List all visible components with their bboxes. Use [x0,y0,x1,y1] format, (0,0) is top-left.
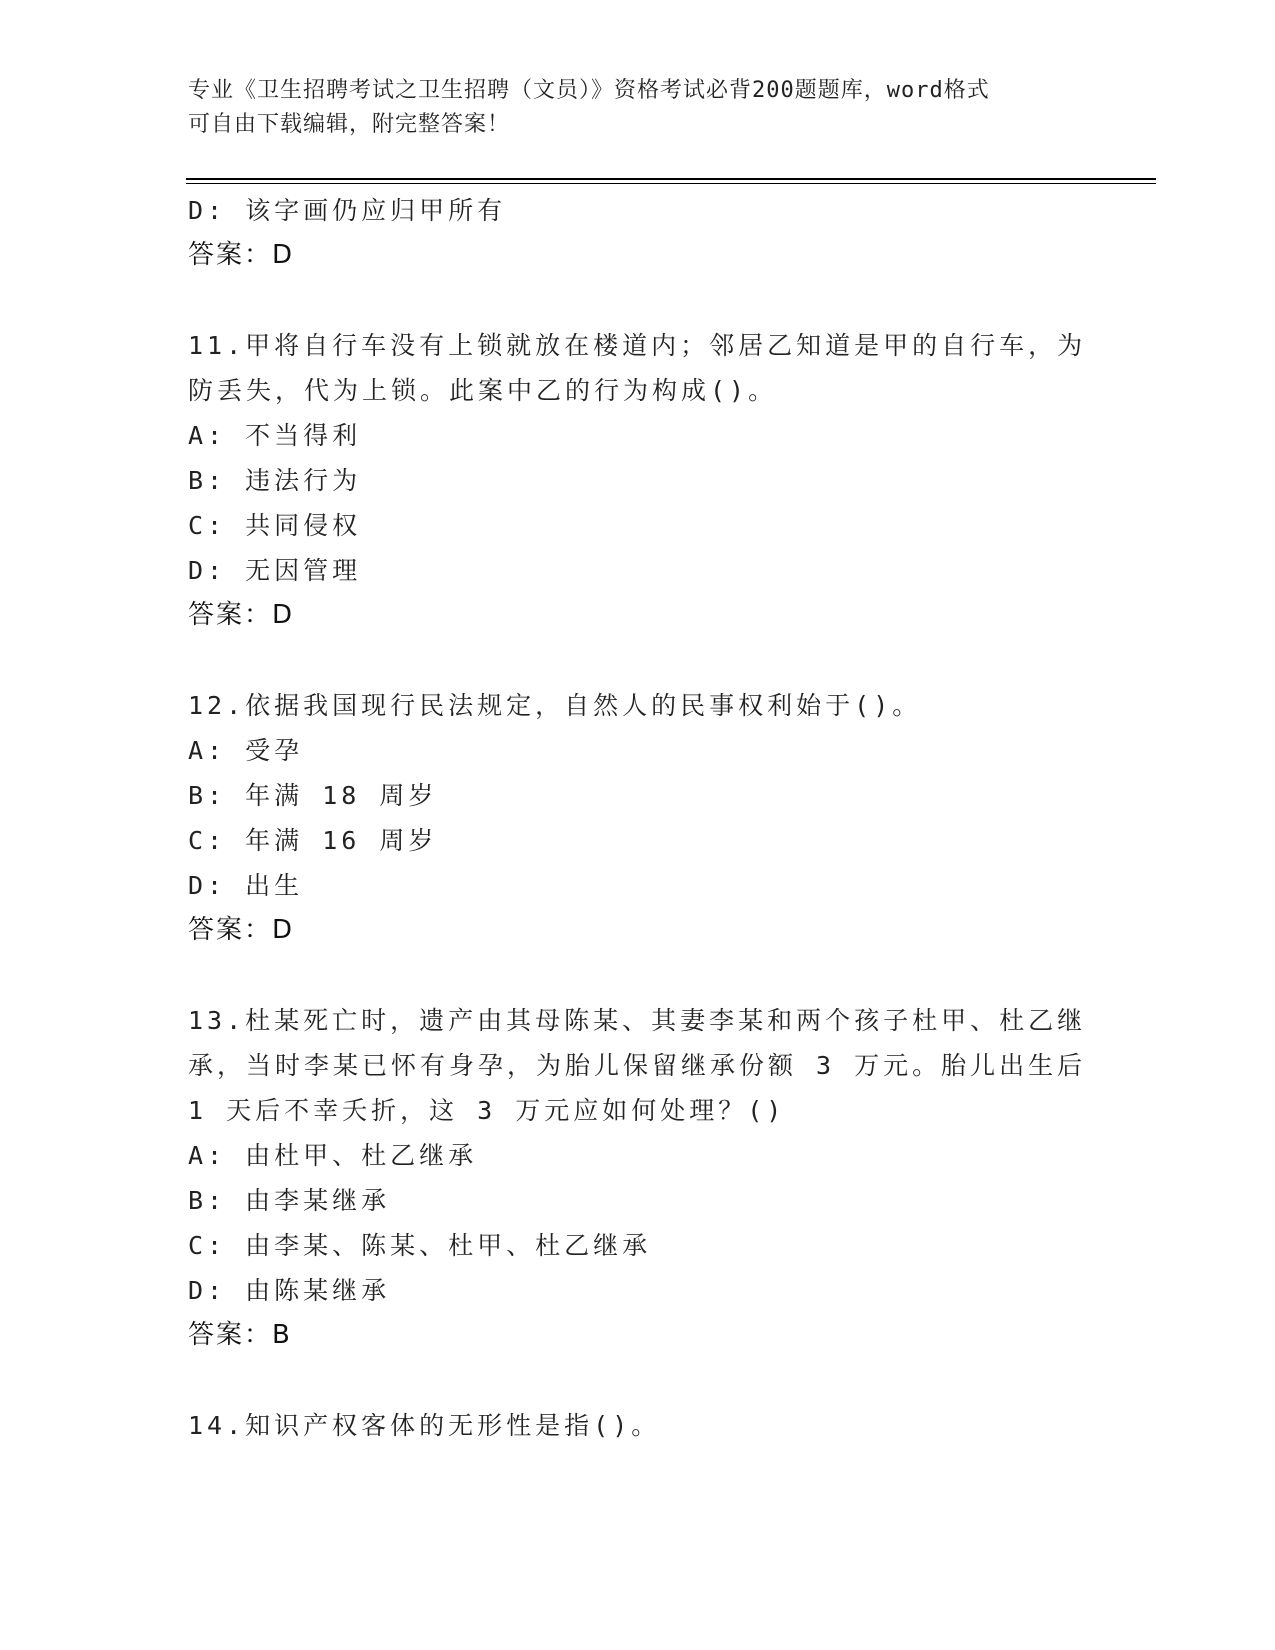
header-line-1: 专业《卫生招聘考试之卫生招聘（文员）》资格考试必背200题题库，word格式 [188,78,990,103]
option-d: D: 由陈某继承 [188,1276,391,1305]
answer-line: 答案：B [188,1320,292,1350]
option-d: D: 出生 [188,871,304,900]
question-11 [188,323,1088,638]
header-divider-thick [186,178,1156,180]
option-d: D: 无因管理 [188,556,362,585]
answer-line: 答案：D [188,915,295,945]
option-b: B: 违法行为 [188,466,362,495]
question-14 [188,1403,1088,1448]
header-divider-thin [186,183,1156,184]
option-a: A: 不当得利 [188,421,362,450]
option-c: C: 年满 16 周岁 [188,826,438,855]
question-stem-line: 1 天后不幸夭折，这 3 万元应如何处理？() [188,1096,786,1125]
question-stem-line: 12.依据我国现行民法规定，自然人的民事权利始于()。 [188,691,922,720]
option-b: B: 年满 18 周岁 [188,781,438,810]
question-stem-line: 承，当时李某已怀有身孕，为胎儿保留继承份额 3 万元。胎儿出生后 [188,1051,1087,1080]
option-d: D: 该字画仍应归甲所有 [188,196,507,225]
answer-line: 答案：D [188,600,295,630]
option-a: A: 由杜甲、杜乙继承 [188,1141,478,1170]
question-12 [188,683,1088,953]
document-header [188,74,1088,142]
question-stem-line: 14.知识产权客体的无形性是指()。 [188,1411,661,1440]
option-c: C: 由李某、陈某、杜甲、杜乙继承 [188,1231,652,1260]
question-13 [188,998,1088,1358]
header-line-2: 可自由下载编辑，附完整答案！ [188,112,511,137]
question-stem-line: 11.甲将自行车没有上锁就放在楼道内；邻居乙知道是甲的自行车，为 [188,331,1087,360]
option-c: C: 共同侵权 [188,511,362,540]
question-content [188,188,1088,1448]
question-stem-line: 13.杜某死亡时，遗产由其母陈某、其妻李某和两个孩子杜甲、杜乙继 [188,1006,1087,1035]
option-a: A: 受孕 [188,736,304,765]
answer-line: 答案：D [188,240,295,270]
question-stem-line: 防丢失，代为上锁。此案中乙的行为构成()。 [188,376,778,405]
prev-question-tail [188,188,1088,278]
option-b: B: 由李某继承 [188,1186,391,1215]
